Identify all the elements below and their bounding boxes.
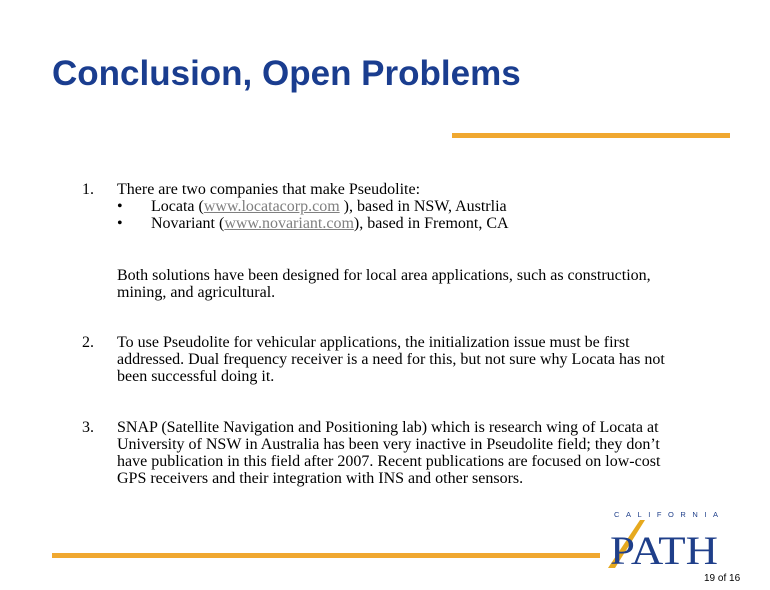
bullet-marker: • [117, 215, 123, 232]
bullet-text: ), based in NSW, Austrlia [339, 198, 507, 215]
item-1-content [117, 181, 747, 232]
item-1-number: 1. [82, 181, 94, 198]
item-3-line: University of NSW in Australia has been very inactive in Pseudolite field; they don’t [117, 436, 660, 453]
item-3-line: GPS receivers and their integration with INS and other sensors. [117, 470, 524, 487]
item-1-intro: There are two companies that make Pseudolite: [117, 181, 421, 198]
novariant-link[interactable]: www.novariant.com [224, 215, 354, 232]
bullet-text: ), based in Fremont, CA [353, 215, 509, 232]
bullet-locata [117, 198, 747, 215]
note-line: mining, and agricultural. [117, 284, 276, 301]
item-3-line: SNAP (Satellite Navigation and Positioning lab) which is research wing of Locata at [117, 419, 659, 436]
title-divider [452, 133, 730, 138]
item-2-line: addressed. Dual frequency receiver is a need for this, but not sure why Locata has not [117, 351, 665, 368]
page-title: Conclusion, Open Problems [52, 54, 521, 93]
item-3-content [117, 419, 747, 487]
item-3-line: have publication in this field after 2007. Recent publications are focused on low-cost [117, 453, 661, 470]
page-number: 19 of 16 [704, 573, 741, 584]
california-path-logo [598, 508, 728, 580]
item-3-number: 3. [82, 419, 94, 436]
bullet-text: Novariant ( [151, 215, 225, 232]
item-1-note [117, 267, 747, 301]
bullet-marker: • [117, 198, 123, 215]
item-2-line: To use Pseudolite for vehicular applications, the initialization issue must be first [117, 334, 630, 351]
bullet-novariant [117, 215, 747, 232]
footer-divider [52, 553, 600, 558]
item-2-content [117, 334, 747, 385]
item-2-line: been successful doing it. [117, 368, 275, 385]
logo-top-text: CALIFORNIA [614, 510, 718, 519]
item-2-number: 2. [82, 334, 94, 351]
note-line: Both solutions have been designed for local area applications, such as construction, [117, 267, 651, 284]
locata-link[interactable]: www.locatacorp.com [203, 198, 340, 215]
logo-main-text: PATH [610, 528, 718, 573]
bullet-text: Locata ( [151, 198, 204, 215]
